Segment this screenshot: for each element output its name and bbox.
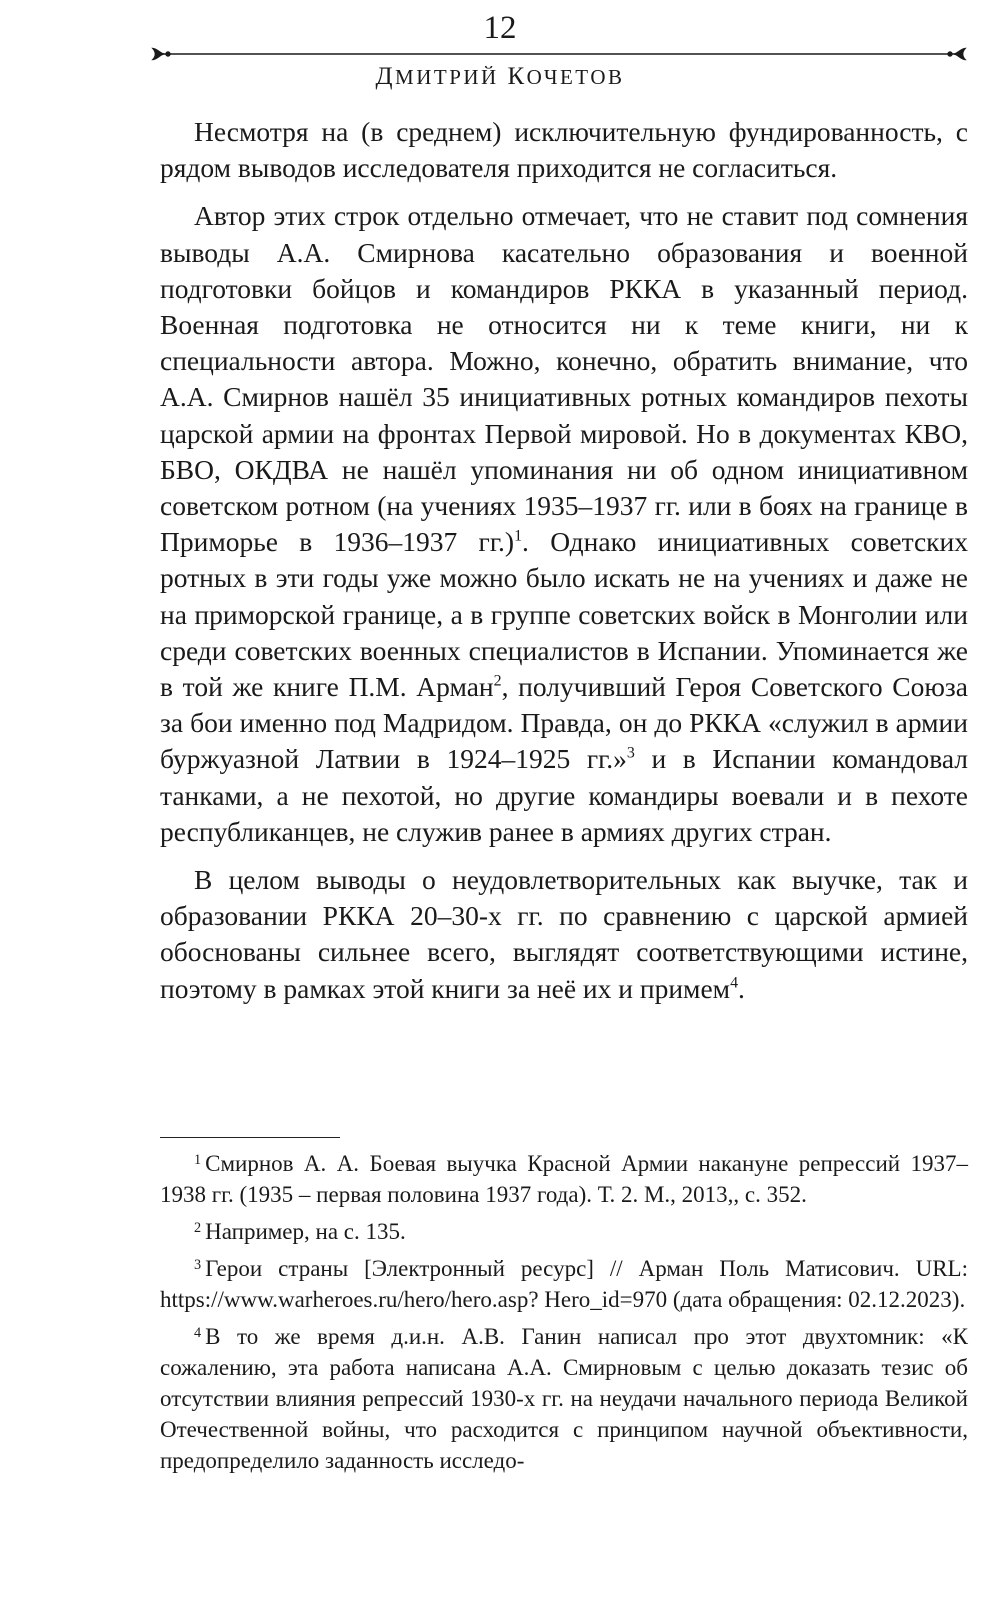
footnote-marker: 4 [194,1324,202,1341]
footnote [160,1321,968,1476]
main-text [160,114,968,1007]
running-head-smallcaps: ОЧЕТОВ [526,65,625,89]
footnote-ref[interactable]: 1 [514,527,523,545]
footnote-marker: 3 [194,1256,202,1273]
paragraph-text: . Однако инициативных советских ротных в эти годы уже можно было искать не на учениях и даже не на приморской границе, а в группе советских войск в Монголии или среди советских военных специалистов в Испании. Упоминается же в той же книге П.М. Арман [160,526,968,703]
paragraph-text: , получивший Героя Советского Союза за бои именно под Мадридом. Правда, он до РККА «служил в армии буржуазной Латвии в 1924–1925 гг.» [160,671,968,775]
footnote-text: В то же время д.и.н. А.В. Ганин написал про этот двухтомник: «К сожалению, эта работа написана А.А. Смирновым с целью доказать тезис об отсутствии влияния репрессий 1930-х гг. на неудачи начального периода Великой Отечественной войны, что расходится с принципом научной объективности, предопределило заданность исследо- [160,1324,968,1473]
running-head-initial: Д [375,63,396,90]
footnote-text: Герои страны [Электронный ресурс] // Арман Поль Матисович. URL: https://www.warheroes.ru/hero/hero.asp? Hero_id=970 (дата обращения: 02.12.2023). [160,1256,968,1312]
paragraph [160,198,968,850]
footnote-ref[interactable]: 2 [493,672,502,690]
running-head-author [0,62,1000,92]
footnote-marker: 1 [194,1151,202,1168]
footnote [160,1216,968,1247]
paragraph: Несмотря на (в среднем) исключительную фундированность, с рядом выводов исследователя приходится не согласиться. [160,116,968,184]
paragraph-text: и в Испании командовал танками, а не пехотой, но другие командиры воевали и в пехоте республиканцев, не служив ранее в армиях других стран. [160,743,968,847]
footnote [160,1253,968,1315]
footnote-marker: 2 [194,1219,202,1236]
paragraph-text: Автор этих строк отдельно отмечает, что не ставит под сомнения выводы А.А. Смирнова касательно образования и военной подготовки бойцов и командиров РККА в указанный период. Военная подготовка не относится ни к теме книги, ни к специальности автора. Можно, конечно, обратить внимание, что А.А. Смирнов нашёл 35 инициативных ротных командиров пехоты царской армии на фронтах Первой мировой. Но в документах КВО, БВО, ОКДВА не нашёл упоминания ни об одном инициативном советском ротном (на учениях 1935–1937 гг. или в боях на границе в Приморье в 1936–1937 гг.) [160,200,968,558]
footnote-text: Смирнов А. А. Боевая выучка Красной Армии накануне репрессий 1937–1938 гг. (1935 – первая половина 1937 года). Т. 2. М., 2013,, с. 352. [160,1151,968,1207]
paragraph-text: В целом выводы о неудовлетворительных как выучке, так и образовании РККА 20–30-х гг. по сравнению с царской армией обоснованы сильнее всего, выглядят соответствующими истине, поэтому в рамках этой книги за неё их и примем [160,864,968,1004]
footnote-text: Например, на с. 135. [205,1219,406,1244]
left-fleuron-icon [152,48,170,60]
footnote-separator [160,1137,340,1138]
footnote-ref[interactable]: 3 [626,745,635,763]
footnote-ref[interactable]: 4 [730,974,739,992]
running-head-smallcaps: МИТРИЙ [395,65,499,89]
page-number: 12 [483,10,517,46]
running-head-initial: К [507,63,527,90]
paragraph: В целом выводы о неудовлетворительных как выучке, так и образовании РККА 20–30-х гг. по сравнению с царской армией обоснованы сильнее всего, выглядят соответствующими истине, поэтому в рамках этой книги за неё их и примем$^4$. [160,864,968,1004]
right-fleuron-icon [948,48,966,60]
footnotes [160,1148,968,1476]
footnote [160,1148,968,1210]
